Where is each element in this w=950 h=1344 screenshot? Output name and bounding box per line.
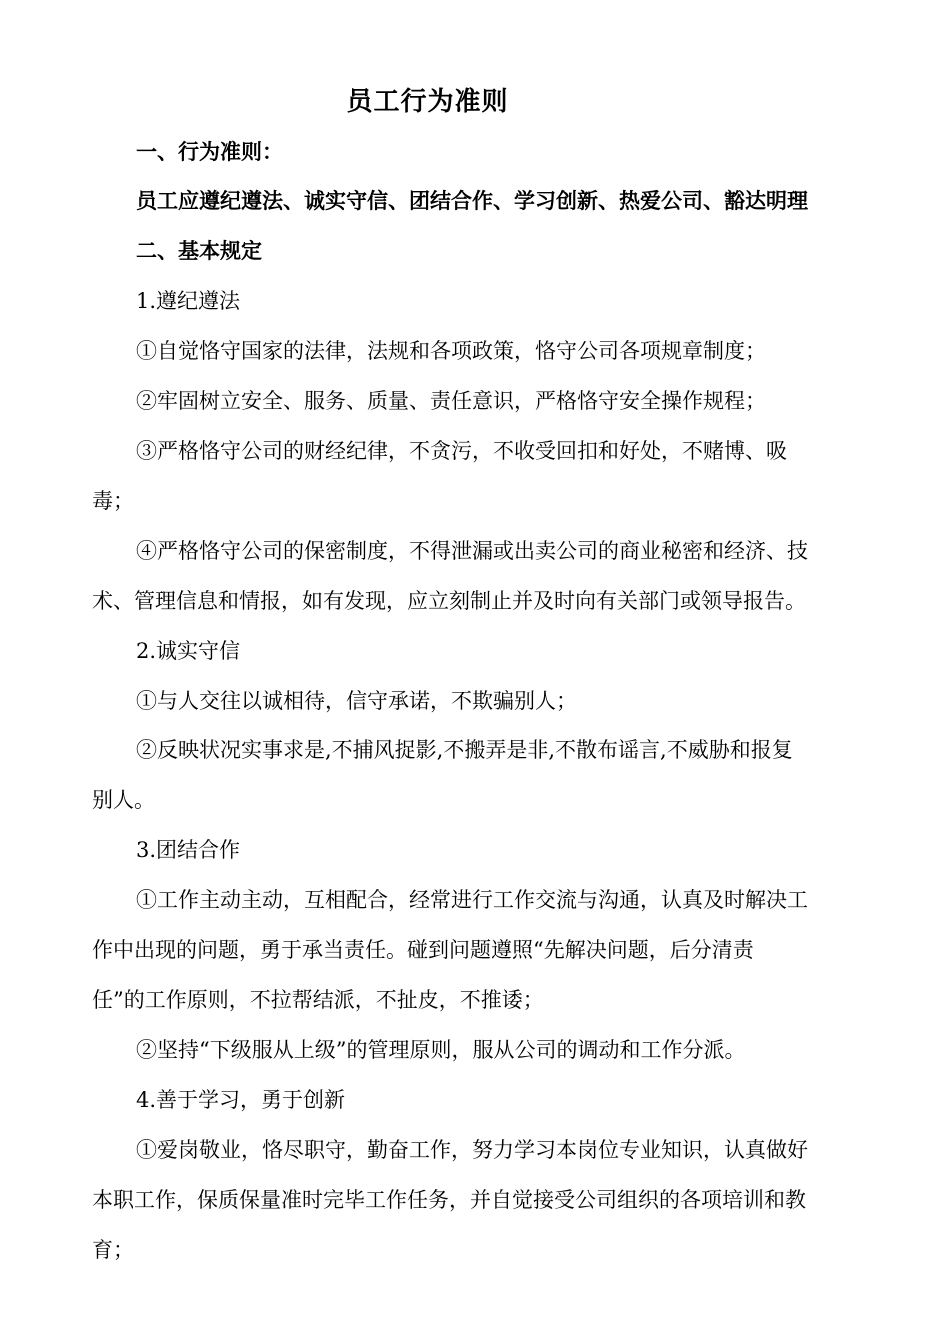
paragraph-line: 别人。	[92, 788, 155, 812]
subheading-1: 1.遵纪遵法	[136, 289, 241, 313]
paragraph-line: ③严格恪守公司的财经纪律，不贪污，不收受回扣和好处，不赌博、吸	[136, 439, 787, 463]
paragraph-line: 本职工作，保质保量准时完毕工作任务，并自觉接受公司组织的各项培训和教	[92, 1188, 806, 1212]
paragraph-line: 作中出现的问题，勇于承当责任。碰到问题遵照“先解决问题，后分清责	[92, 938, 754, 962]
paragraph-line: ②反映状况实事求是,不捕风捉影,不搬弄是非,不散布谣言,不威胁和报复	[136, 738, 793, 762]
section-heading-2: 二、基本规定	[136, 239, 262, 263]
paragraph-line: 毒；	[92, 489, 134, 513]
document-title: 员工行为准则	[346, 87, 509, 117]
paragraph-line: 育；	[92, 1238, 134, 1262]
subheading-2: 2.诚实守信	[136, 639, 241, 663]
paragraph-line: ①工作主动主动，互相配合，经常进行工作交流与沟通，认真及时解决工	[136, 888, 808, 912]
paragraph-line: ①爱岗敬业，恪尽职守，勤奋工作，努力学习本岗位专业知识，认真做好	[136, 1138, 808, 1162]
principle-summary: 员工应遵纪遵法、诚实守信、团结合作、学习创新、热爱公司、豁达明理	[136, 189, 808, 213]
paragraph-line: 任”的工作原则，不拉帮结派，不扯皮，不推诿；	[92, 988, 544, 1012]
subheading-4: 4.善于学习，勇于创新	[136, 1088, 346, 1112]
paragraph-line: ①自觉恪守国家的法律，法规和各项政策，恪守公司各项规章制度；	[136, 339, 766, 363]
paragraph-line: ②牢固树立安全、服务、质量、责任意识，严格恪守安全操作规程；	[136, 389, 766, 413]
paragraph-line: ①与人交往以诚相待，信守承诺，不欺骗别人；	[136, 689, 577, 713]
paragraph-line: 术、管理信息和情报，如有发现，应立刻制止并及时向有关部门或领导报告。	[92, 589, 806, 613]
section-heading-1: 一、行为准则：	[136, 140, 283, 164]
subheading-3: 3.团结合作	[136, 838, 241, 862]
paragraph-line: ②坚持“下级服从上级”的管理原则，服从公司的调动和工作分派。	[136, 1038, 746, 1062]
paragraph-line: ④严格恪守公司的保密制度，不得泄漏或出卖公司的商业秘密和经济、技	[136, 539, 808, 563]
